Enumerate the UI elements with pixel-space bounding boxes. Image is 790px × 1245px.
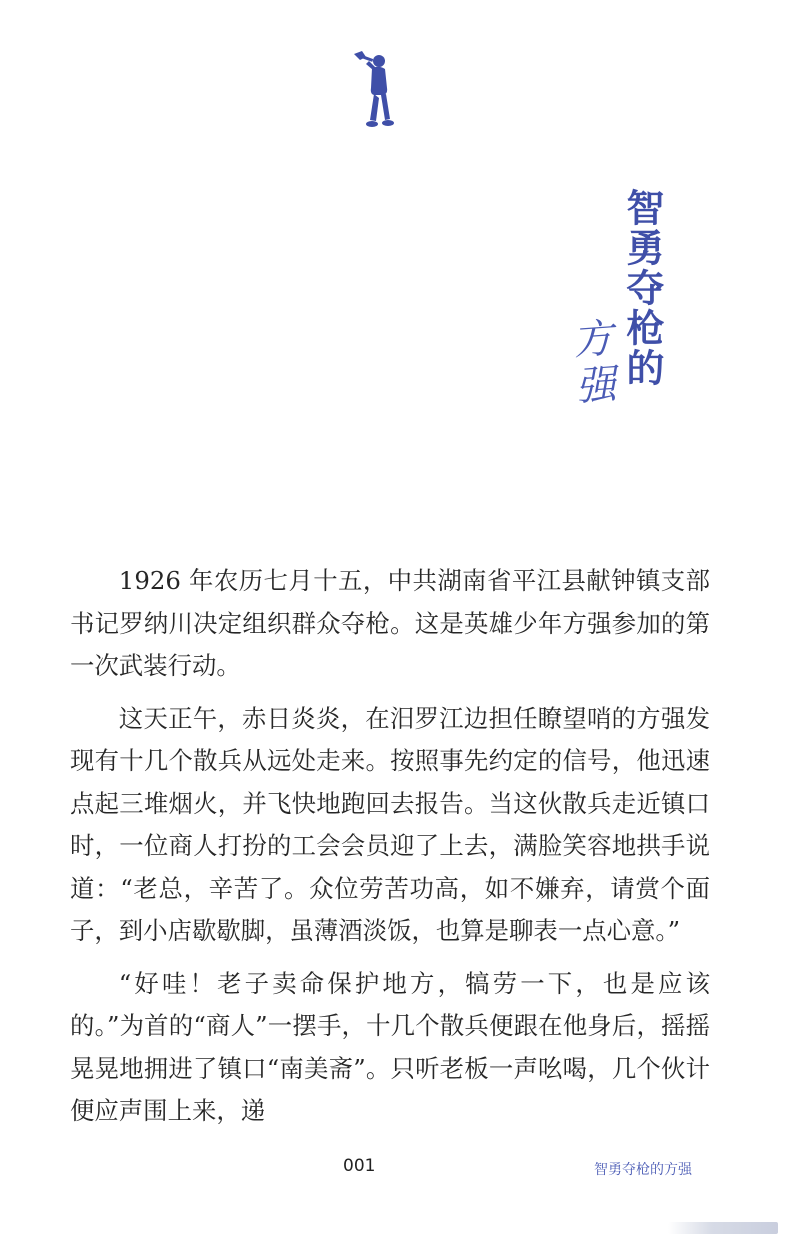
page-number: 001 bbox=[343, 1156, 376, 1176]
paragraph-1: 1926 年农历七月十五，中共湖南省平江县献钟镇支部书记罗纳川决定组织群众夺枪。这是英雄少年方强参加的第一次武装行动。 bbox=[70, 566, 710, 680]
boy-playing-bugle-icon bbox=[352, 48, 396, 130]
running-head: 智勇夺枪的方强 bbox=[594, 1162, 692, 1178]
body-text bbox=[70, 560, 710, 1143]
chapter-title-name: 方强 bbox=[564, 316, 618, 412]
chapter-title: 智勇夺枪的 bbox=[620, 188, 664, 388]
paragraph-3: “好哇！老子卖命保护地方，犒劳一下，也是应该的。”为首的“商人”一摆手，十几个散兵便跟在他身后，摇摇晃晃地拥进了镇口“南美斋”。只听老板一声吆喝，几个伙计便应声围上来，递 bbox=[70, 968, 710, 1125]
paragraph-2: 这天正午，赤日炎炎，在汨罗江边担任瞭望哨的方强发现有十几个散兵从远处走来。按照事先约定的信号，他迅速点起三堆烟火，并飞快地跑回去报告。当这伙散兵走近镇口时，一位商人打扮的工会会员迎了上去，满脸笑容地拱手说道：“老总，辛苦了。众位劳苦功高，如不嫌弃，请赏个面子，到小店歇歇脚，虽薄酒淡饭，也算是聊表一点心意。” bbox=[70, 703, 710, 945]
page-edge-mark bbox=[668, 1222, 778, 1234]
